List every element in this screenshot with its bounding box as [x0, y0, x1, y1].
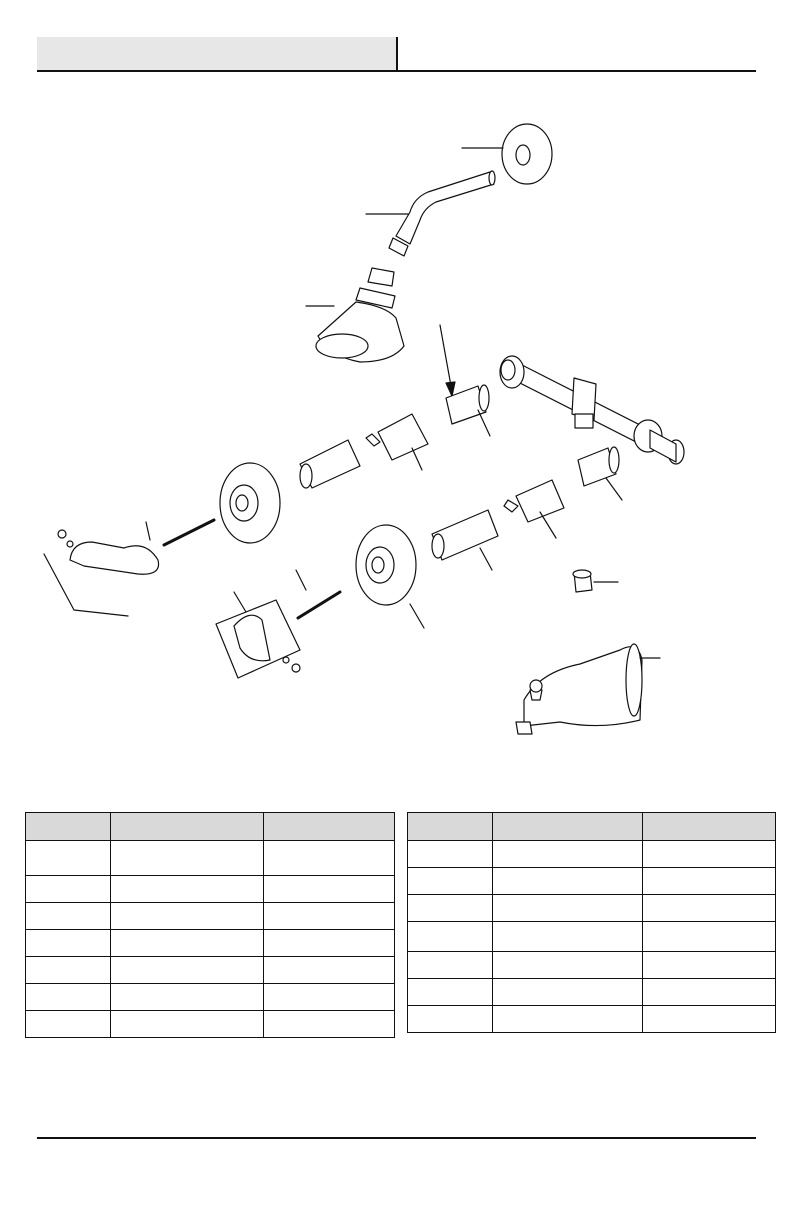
table-cell: [111, 957, 264, 984]
table-row: [408, 868, 776, 895]
table-cell: [643, 922, 776, 952]
column-header: [408, 813, 493, 841]
table-cell: [493, 1006, 643, 1033]
table-cell: [264, 930, 395, 957]
table-cell: [26, 876, 111, 903]
table-row: [26, 1011, 395, 1038]
table-cell: [643, 1006, 776, 1033]
table-cell: [493, 895, 643, 922]
right-cartridge: [578, 447, 622, 500]
table-cell: [643, 952, 776, 979]
column-header: [264, 813, 395, 841]
table-row: [26, 841, 395, 876]
table-row: [26, 903, 395, 930]
table-cell: [408, 1006, 493, 1033]
table-cell: [493, 952, 643, 979]
table-cell: [111, 984, 264, 1011]
table-row: [408, 922, 776, 952]
left-handle: [44, 530, 159, 616]
lower-handle: [216, 592, 300, 678]
tub-spout: [516, 644, 660, 734]
table-cell: [26, 841, 111, 876]
shower-flange: [462, 124, 552, 184]
lower-escutcheon: [356, 525, 424, 628]
upper-stem-extension: [366, 414, 428, 470]
table-header-row: [26, 813, 395, 841]
table-row: [408, 841, 776, 868]
lower-stem-extension: [504, 480, 564, 538]
table-cell: [493, 922, 643, 952]
lower-sleeve: [432, 510, 498, 570]
table-cell: [26, 1011, 111, 1038]
header-tab: [37, 37, 398, 71]
table-row: [408, 895, 776, 922]
column-header: [111, 813, 264, 841]
table-row: [26, 930, 395, 957]
table-cell: [643, 841, 776, 868]
table-cell: [408, 952, 493, 979]
table-cell: [643, 868, 776, 895]
footer-rule: [37, 1137, 756, 1139]
spout-adapter: [573, 570, 618, 592]
table-cell: [493, 841, 643, 868]
exploded-parts-diagram: [0, 80, 793, 780]
table-cell: [264, 903, 395, 930]
table-cell: [408, 979, 493, 1006]
table-cell: [408, 922, 493, 952]
table-row: [26, 957, 395, 984]
column-header: [643, 813, 776, 841]
table-cell: [111, 903, 264, 930]
table-cell: [26, 930, 111, 957]
header-rule: [37, 70, 756, 72]
table-cell: [264, 1011, 395, 1038]
table-cell: [111, 930, 264, 957]
table-cell: [408, 895, 493, 922]
table-cell: [643, 895, 776, 922]
table-cell: [111, 841, 264, 876]
table-cell: [493, 868, 643, 895]
table-cell: [264, 841, 395, 876]
column-header: [493, 813, 643, 841]
table-row: [26, 876, 395, 903]
table-cell: [26, 957, 111, 984]
table-cell: [493, 979, 643, 1006]
table-cell: [264, 984, 395, 1011]
table-cell: [408, 841, 493, 868]
table-cell: [408, 868, 493, 895]
upper-screw: [146, 520, 214, 545]
table-cell: [111, 876, 264, 903]
shower-arm: [366, 171, 495, 256]
leader-arrow: [440, 325, 455, 396]
table-cell: [643, 979, 776, 1006]
lower-screw: [296, 570, 340, 618]
table-cell: [26, 984, 111, 1011]
table-cell: [264, 876, 395, 903]
parts-table-right: [407, 812, 776, 1033]
table-cell: [26, 903, 111, 930]
table-cell: [264, 957, 395, 984]
shower-head: [306, 268, 404, 362]
valve-body: [500, 356, 684, 464]
parts-table-left: [25, 812, 395, 1038]
table-row: [408, 952, 776, 979]
upper-sleeve: [300, 440, 360, 488]
table-row: [408, 1006, 776, 1033]
upper-escutcheon: [220, 463, 280, 543]
table-row: [408, 979, 776, 1006]
table-cell: [111, 1011, 264, 1038]
table-header-row: [408, 813, 776, 841]
table-row: [26, 984, 395, 1011]
column-header: [26, 813, 111, 841]
